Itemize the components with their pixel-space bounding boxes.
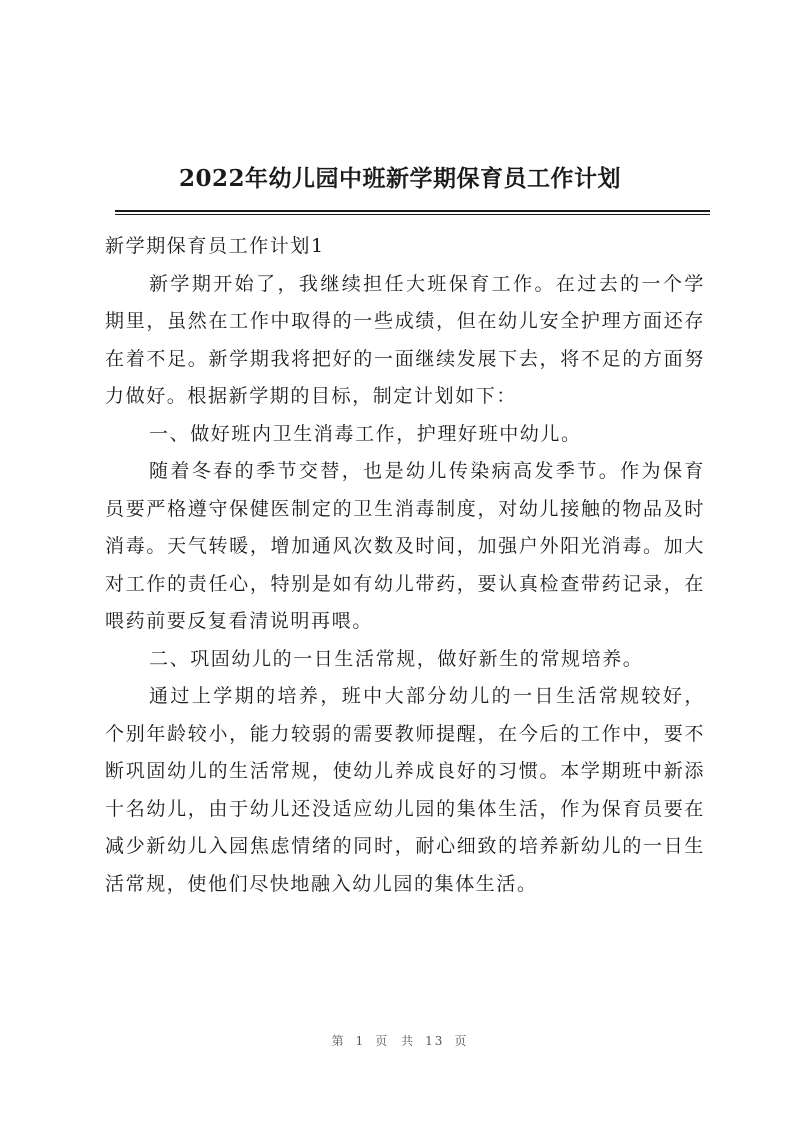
title-divider-thin	[115, 214, 710, 215]
paragraph-intro: 新学期开始了，我继续担任大班保育工作。在过去的一个学期里，虽然在工作中取得的一些成绩，但在幼儿安全护理方面还存在着不足。新学期我将把好的一面继续发展下去，将不足的方面努力做好。根据新学期的目标，制定计划如下：	[105, 272, 705, 407]
paragraph-heading-1: 一、做好班内卫生消毒工作，护理好班中幼儿。	[149, 422, 582, 445]
footer-label-page: 第	[331, 1034, 346, 1048]
paragraph-heading-2: 二、巩固幼儿的一日生活常规，做好新生的常规培养。	[149, 647, 644, 670]
paragraph-routine: 通过上学期的培养，班中大部分幼儿的一日生活常规较好，个别年龄较小，能力较弱的需要教师提醒，在今后的工作中，要不断巩固幼儿的生活常规，使幼儿养成良好的习惯。本学期班中新添十名幼儿，由于幼儿还没适应幼儿园的集体生活，作为保育员要在减少新幼儿入园焦虑情绪的同时，耐心细致的培养新幼儿的一日生活常规，使他们尽快地融入幼儿园的集体生活。	[105, 685, 705, 895]
title-divider	[115, 210, 710, 212]
footer-current-page: 1	[355, 1034, 366, 1048]
document-body	[105, 228, 705, 903]
footer-label-total: 页 共	[375, 1034, 416, 1048]
footer-label-end: 页	[454, 1034, 469, 1048]
document-title: 2022年幼儿园中班新学期保育员工作计划	[178, 165, 621, 192]
page-footer	[0, 1032, 800, 1049]
section-heading: 新学期保育员工作计划1	[105, 235, 325, 257]
paragraph-disinfection: 随着冬春的季节交替，也是幼儿传染病高发季节。作为保育员要严格遵守保健医制定的卫生消毒制度，对幼儿接触的物品及时消毒。天气转暖，增加通风次数及时间，加强户外阳光消毒。加大对工作的责任心，特别是如有幼儿带药，要认真检查带药记录，在喂药前要反复看清说明再喂。	[105, 460, 705, 632]
footer-total-pages: 13	[425, 1034, 445, 1048]
